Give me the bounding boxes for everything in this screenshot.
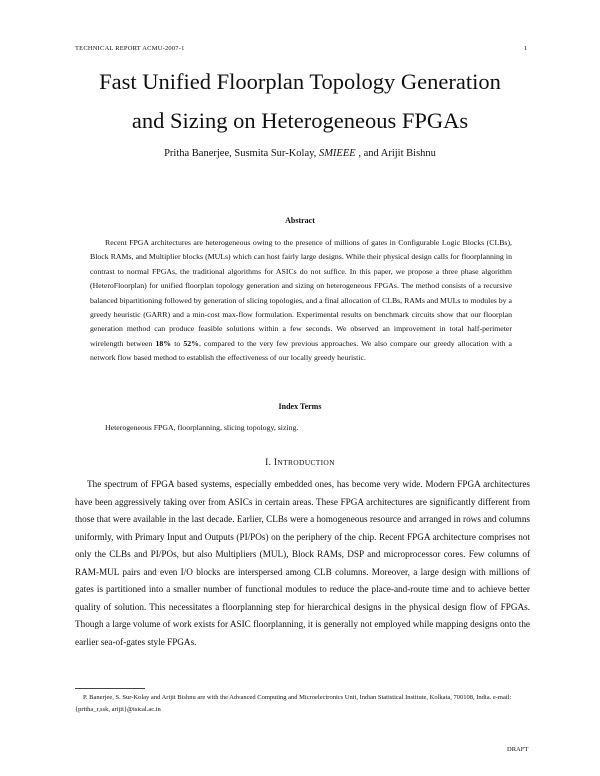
running-header: TECHNICAL REPORT ACMU-2007-1 [75, 45, 185, 52]
section-heading [40, 458, 560, 468]
draft-label: DRAFT [507, 746, 529, 753]
abstract-text-1: Recent FPGA architectures are heterogeneous owing to the presence of millions of gates in Configurable Logic Blocks (CLBs), Block RAMs, and Multiplier blocks (MULs) which can host fairly large designs. While their physical design calls for floorplanning in contrast to normal FPGAs, the traditional algorithms for ASICs do not suffice. In this paper, we propose a three phase algorithm (HeteroFloorplan) for unified floorplan topology generation and sizing on heterogeneous FPGAs. The method consists of a recursive balanced bipartitioning followed by generation of slicing topologies, and a final allocation of CLBs, RAMs and MULs to modules by a greedy heuristic (GARR) and a min-cost max-flow formulation. Experimental results on benchmark circuits show that our floorplan generation method can produce feasible solutions within a few seconds. We observed an improvement in total half-perimeter wirelength between [90, 238, 512, 348]
introduction-paragraph: The spectrum of FPGA based systems, especially embedded ones, has become very wide. Modern FPGA architectures have been aggressively taking over from ASICs in certain areas. These FPGA architectures are significantly different from those that were available in the last decade. Earlier, CLBs were a homogeneous resource and arranged in rows and columns uniformly, with Primary Input and Outputs (PI/POs) on the periphery of the chip. Recent FPGA architecture comprises not only the CLBs and PI/POs, but also Multipliers (MUL), Block RAMs, DSP and microprocessor cores. Few columns of RAM-MUL pairs and even I/O blocks are interspersed among CLB columns. Moreover, a large design with millions of gates is partitioned into a smaller number of functional modules to reduce the place-and-route time and to achieve better quality of solution. This necessitates a floorplanning step for hierarchical designs in the physical design flow of FPGAs. Though a large volume of work exists for ASIC floorplanning, it is generally not employed while mapping designs onto the earlier sea-of-gates style FPGAs. [75, 479, 530, 647]
abstract-body [90, 236, 512, 366]
abstract-heading: Abstract [285, 216, 315, 225]
index-terms-body: Heterogeneous FPGA, floorplanning, slicing topology, sizing. [105, 423, 299, 432]
section-number: I. I [265, 458, 278, 468]
footnote: P. Banerjee, S. Sur-Kolay and Arijit Bishnu are with the Advanced Computing and Microelectronics Unit, Indian Statistical Institute, Kolkata, 700108, India. e-mail:{pritha_r,ssk, arijit}@isical.ac.in [75, 694, 512, 713]
author-names: Pritha Banerjee, Susmita Sur-Kolay, [164, 148, 317, 159]
pct-low: 18% [155, 338, 172, 348]
author-list [40, 148, 560, 159]
author-membership: SMIEEE [318, 148, 356, 159]
title-line-1: Fast Unified Floorplan Topology Generation [99, 69, 501, 94]
page-number: 1 [524, 45, 528, 52]
pct-high: 52% [183, 338, 199, 348]
abstract-to: to [174, 338, 181, 348]
title-line-2: and Sizing on Heterogeneous FPGAs [131, 108, 469, 133]
index-terms-heading: Index Terms [278, 402, 322, 411]
footnote-rule [75, 688, 145, 689]
author-names-last: , and Arijit Bishnu [358, 148, 436, 159]
paper-title [40, 62, 560, 140]
abstract-text-2: , compared to the very few previous approaches. We also compare our greedy allocation with a network flow based method to establish the effectiveness of our locally greedy heuristic. [90, 338, 513, 363]
section-name: NTRODUCTION [277, 458, 335, 467]
